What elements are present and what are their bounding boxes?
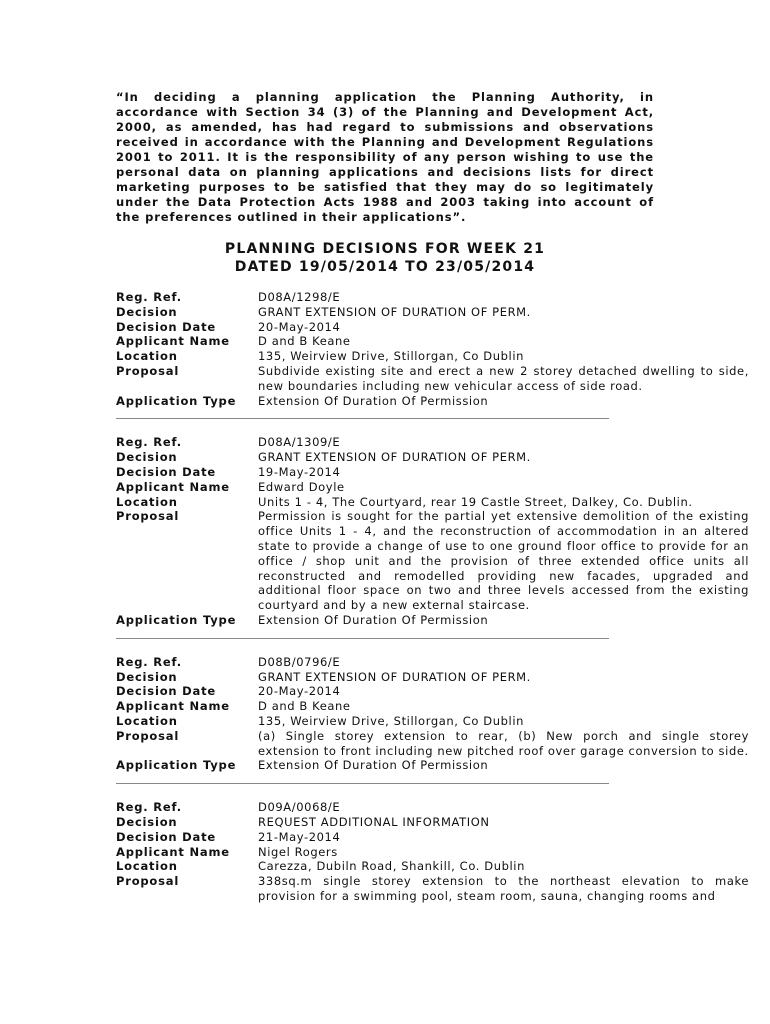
decision-label: Decision — [116, 814, 178, 829]
application-type-value: Extension Of Duration Of Permission — [258, 758, 489, 773]
reg-ref-value: D08A/1298/E — [258, 290, 341, 304]
decision-records — [116, 290, 749, 920]
location-label: Location — [116, 494, 178, 509]
disclaimer-paragraph: “In deciding a planning application the Planning Authority, in accordance with Section 34 (3) of the Planning and Development Act, 2000, as amended, has had regard to submissions and observations received in accordance with the Planning and Development Regulations 2001 to 2011. It is the responsibility of any person wishing to use the personal data on planning applications and decisions lists for direct marketing purposes to be satisfied that they may do so legitimately under the Data Protection Acts 1988 and 2003 taking into account of the preferences outlined in their applications”. — [116, 90, 654, 224]
proposal-label: Proposal — [116, 874, 180, 889]
decision-value: GRANT EXTENSION OF DURATION OF PERM. — [258, 304, 531, 319]
applicant-name-value: Edward Doyle — [258, 479, 345, 494]
application-type-value: Extension Of Duration Of Permission — [258, 612, 489, 627]
application-type-label: Application Type — [116, 612, 237, 627]
decision-date-label: Decision Date — [116, 319, 216, 334]
location-value: 135, Weirview Drive, Stillorgan, Co Dublin — [258, 349, 525, 364]
page-heading — [116, 240, 654, 276]
applicant-name-label: Applicant Name — [116, 699, 230, 714]
reg-ref-label: Reg. Ref. — [116, 800, 182, 815]
location-value: 135, Weirview Drive, Stillorgan, Co Dublin — [258, 713, 525, 728]
heading-dates: DATED 19/05/2014 TO 23/05/2014 — [234, 259, 536, 275]
heading-title: PLANNING DECISIONS FOR WEEK 21 — [224, 241, 546, 257]
applicant-name-label: Applicant Name — [116, 479, 230, 494]
decision-record — [116, 435, 749, 638]
applicant-name-label: Applicant Name — [116, 844, 230, 859]
decision-date-value: 20-May-2014 — [258, 684, 341, 699]
proposal-label: Proposal — [116, 509, 180, 524]
reg-ref-value: D08B/0796/E — [258, 654, 341, 669]
applicant-name-value: D and B Keane — [258, 334, 351, 349]
proposal-value: 338sq.m single storey extension to the northeast elevation to make provision for a swimming pool, steam room, sauna, changing rooms and — [258, 874, 749, 903]
reg-ref-label: Reg. Ref. — [116, 290, 182, 304]
applicant-name-value: D and B Keane — [258, 699, 351, 714]
application-type-value: Extension Of Duration Of Permission — [258, 393, 489, 408]
decision-label: Decision — [116, 450, 178, 465]
proposal-label: Proposal — [116, 363, 180, 378]
location-label: Location — [116, 859, 178, 874]
proposal-value: (a) Single storey extension to rear, (b) New porch and single storey extension to front including new pitched roof over garage conversion to side. — [258, 728, 749, 758]
applicant-name-label: Applicant Name — [116, 334, 230, 349]
reg-ref-value: D09A/0068/E — [258, 800, 341, 815]
record-divider — [116, 783, 609, 784]
reg-ref-label: Reg. Ref. — [116, 435, 182, 450]
decision-label: Decision — [116, 669, 178, 684]
proposal-label: Proposal — [116, 728, 180, 743]
decision-date-label: Decision Date — [116, 464, 216, 479]
decision-value: GRANT EXTENSION OF DURATION OF PERM. — [258, 450, 531, 465]
reg-ref-value: D08A/1309/E — [258, 435, 341, 450]
reg-ref-label: Reg. Ref. — [116, 654, 182, 669]
decision-date-label: Decision Date — [116, 684, 216, 699]
application-type-label: Application Type — [116, 393, 237, 408]
location-value: Carezza, Dubiln Road, Shankill, Co. Dublin — [258, 859, 525, 874]
decision-date-value: 20-May-2014 — [258, 319, 341, 334]
decision-value: REQUEST ADDITIONAL INFORMATION — [258, 814, 490, 829]
decision-label: Decision — [116, 304, 178, 319]
decision-record — [116, 800, 749, 904]
record-divider — [116, 638, 609, 639]
location-value: Units 1 - 4, The Courtyard, rear 19 Castle Street, Dalkey, Co. Dublin. — [258, 494, 693, 509]
proposal-value: Permission is sought for the partial yet extensive demolition of the existing office Units 1 - 4, and the reconstruction of accommodation in an altered state to provide a change of use to one ground floor office to provide for an office / shop unit and the provision of three extended office units all reconstructed and remodelled providing new facades, upgraded and additional floor space on two and three levels accessed from the existing courtyard and by a new external staircase. — [258, 509, 749, 613]
applicant-name-value: Nigel Rogers — [258, 844, 338, 859]
decision-record — [116, 290, 749, 419]
decision-date-value: 21-May-2014 — [258, 829, 341, 844]
location-label: Location — [116, 713, 178, 728]
record-divider — [116, 418, 609, 419]
location-label: Location — [116, 349, 178, 364]
decision-value: GRANT EXTENSION OF DURATION OF PERM. — [258, 669, 531, 684]
proposal-value: Subdivide existing site and erect a new 2 storey detached dwelling to side, new boundaries including new vehicular access of side road. — [258, 363, 749, 393]
decision-date-label: Decision Date — [116, 829, 216, 844]
decision-date-value: 19-May-2014 — [258, 464, 341, 479]
application-type-label: Application Type — [116, 758, 237, 773]
decision-record — [116, 655, 749, 784]
